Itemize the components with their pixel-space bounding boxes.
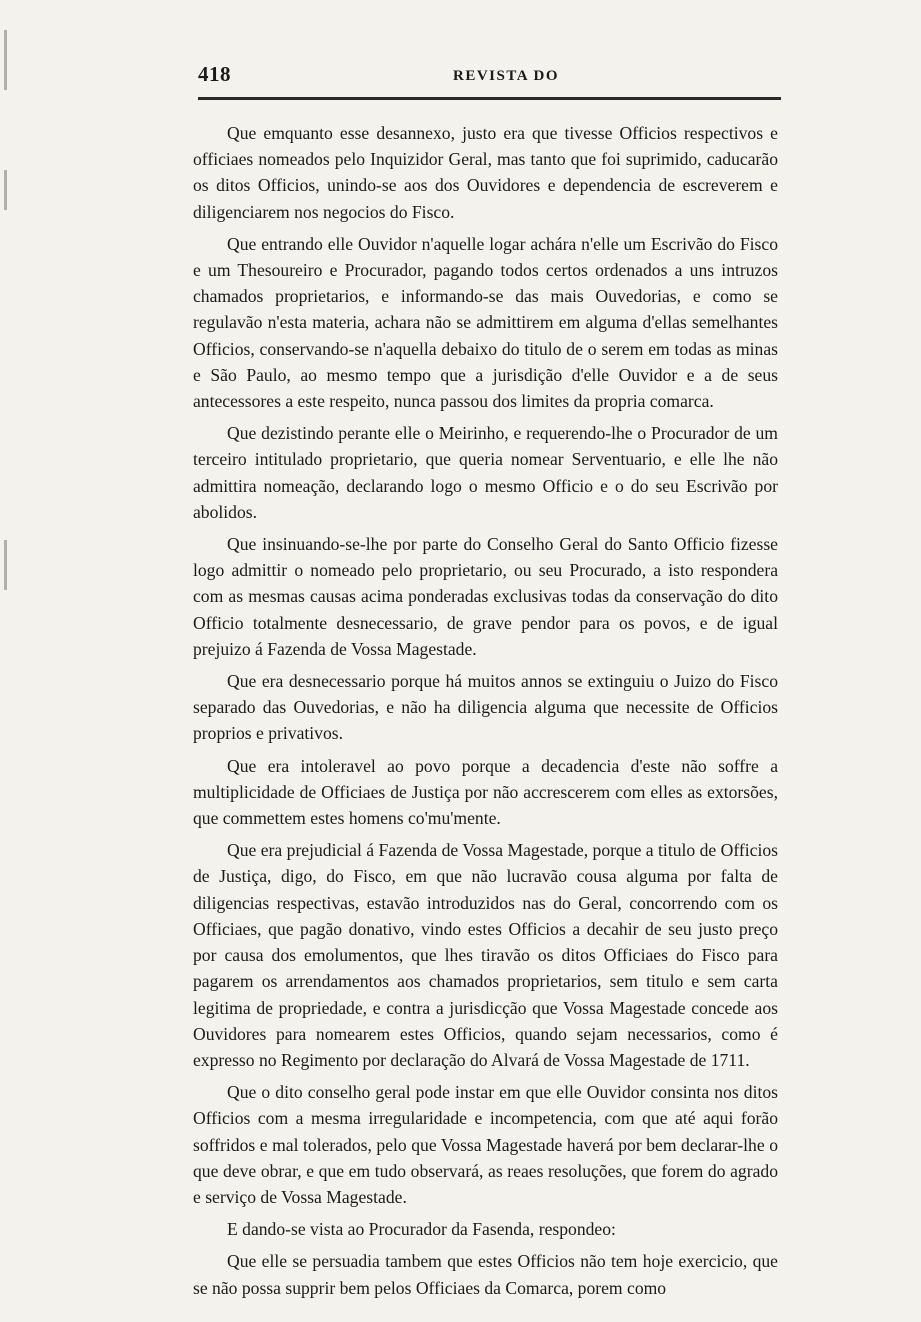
paragraph: Que dezistindo perante elle o Meirinho, e requerendo-lhe o Procurador de um terceiro intitulado proprietario, que queria nomear Serventuario, e elle lhe não admittira nomeação, declarando logo o mesmo Officio e o do seu Escrivão por abolidos. <box>193 423 778 522</box>
paragraph: Que era prejudicial á Fazenda de Vossa Magestade, porque a titulo de Officios de Justiça, digo, do Fisco, em que não lucravão cousa alguma por falta de diligencias respectivas, estavão introduzidos nas do Geral, concorrendo com os Officiaes, que pagão donativo, vindo estes Officios a decahir de seu justo preço por causa dos emolumentos, que lhes tiravão os ditos Officiaes do Fisco para pagarem os arrendamentos aos chamados proprietarios, sem titulo e sem carta legitima de propriedade, e contra a jurisdicção que Vossa Magestade concede aos Ouvidores para nomearem estes Officios, quando sejam necessarios, como é expresso no Regimento por declaração do Alvará de Vossa Magestade de 1711. <box>193 840 778 1070</box>
running-title: REVISTA DO <box>453 68 559 84</box>
scan-edge-mark <box>4 540 7 590</box>
paragraph: Que emquanto esse desannexo, justo era que tivesse Officios respectivos e officiaes nomeados pelo Inquizidor Geral, mas tanto que foi suprimido, caducarão os ditos Officios, unindo-se aos dos Ouvidores e dependencia de escreverem e diligenciarem nos negocios do Fisco. <box>193 123 778 222</box>
paragraph: E dando-se vista ao Procurador da Fasenda, respondeo: <box>227 1219 616 1240</box>
scan-edge-mark <box>4 30 7 90</box>
paragraph: Que o dito conselho geral pode instar em que elle Ouvidor consinta nos ditos Officios com a mesma irregularidade e incompetencia, com que até aqui forão soffridos e mal tolerados, pelo que Vossa Magestade haverá por bem declarar-lhe o que deve obrar, e que em tudo observará, as reaes resoluções, que forem do agrado e serviço de Vossa Magestade. <box>193 1082 778 1207</box>
paragraph: Que elle se persuadia tambem que estes Officios não tem hoje exercicio, que se não possa supprir bem pelos Officiaes da Comarca, porem como <box>193 1251 778 1298</box>
paragraph: Que entrando elle Ouvidor n'aquelle logar achára n'elle um Escrivão do Fisco e um Thesoureiro e Procurador, pagando todos certos ordenados a uns intruzos chamados proprietarios, e informando-se das mais Ouvedorias, e como se regulavão n'esta materia, achara não se admittirem em alguma d'ellas semelhantes Officios, conservando-se n'aquella debaixo do titulo de o serem em todas as minas e São Paulo, ao mesmo tempo que a jurisdição d'elle Ouvidor e a de seus antecessores a este respeito, nunca passou dos limites da propria comarca. <box>193 233 778 412</box>
paragraph: Que insinuando-se-lhe por parte do Conselho Geral do Santo Officio fizesse logo admittir o nomeado pelo proprietario, ou seu Procurado, a isto respondera com as mesmas causas acima ponderadas exclusivas todas da conservação do dito Officio totalmente desnecessario, de grave pendor para os povos, e de igual prejuizo á Fazenda de Vossa Magestade. <box>193 534 778 659</box>
header-rule <box>198 97 781 100</box>
paragraph: Que era intoleravel ao povo porque a decadencia d'este não soffre a multiplicidade de Officiaes de Justiça por não accrescerem com elles as extorsões, que commettem estes homens co'mu'mente. <box>193 755 778 829</box>
scan-edge-mark <box>4 170 7 210</box>
body-text <box>193 120 778 1307</box>
page-header <box>198 62 781 102</box>
page-number: 418 <box>198 62 231 86</box>
paragraph: Que era desnecessario porque há muitos annos se extinguiu o Juizo do Fisco separado das Ouvedorias, e não ha diligencia alguma que necessite de Officios proprios e privativos. <box>193 671 778 744</box>
